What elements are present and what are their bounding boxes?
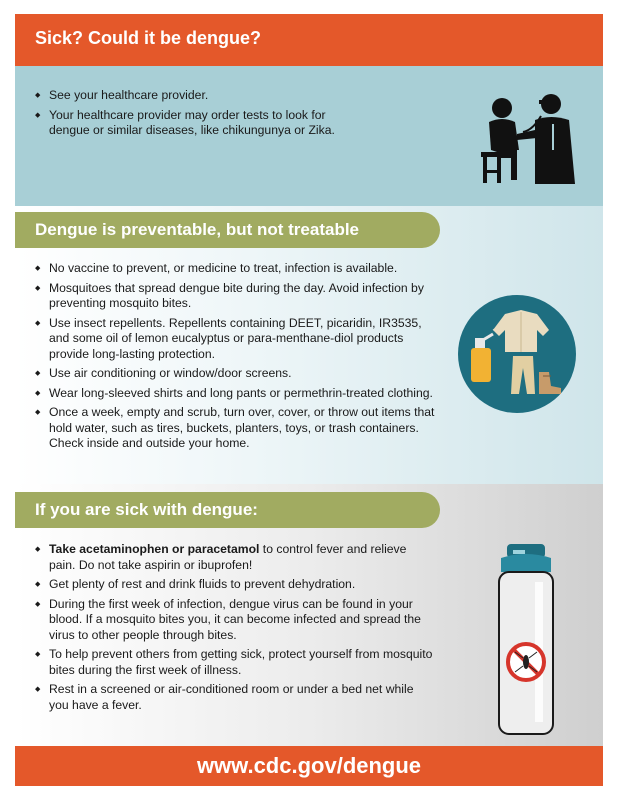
- list-item: ◆ Get plenty of rest and drink fluids to prevent dehydration.: [35, 577, 435, 593]
- treatment-bullet-list: [35, 542, 435, 717]
- treatment-heading: If you are sick with dengue:: [35, 500, 258, 519]
- repellent-clothing-icon: [457, 294, 577, 414]
- preventable-section: [15, 206, 603, 484]
- preventable-header: [15, 212, 440, 248]
- doctor-patient-icon: [477, 90, 583, 186]
- footer: [15, 746, 603, 786]
- sick-section-header: [15, 14, 603, 66]
- list-item: ◆ Once a week, empty and scrub, turn over, cover, or throw out items that hold water, such as tires, buckets, planters, toys, or trash containers. Check inside and outside your home.: [35, 405, 435, 452]
- list-item: ◆ Mosquitoes that spread dengue bite during the day. Avoid infection by preventing mosquito bites.: [35, 281, 435, 312]
- preventable-bullet-list: [35, 261, 435, 456]
- list-item: ◆ See your healthcare provider.: [35, 88, 365, 104]
- list-item: ◆ Your healthcare provider may order tests to look for dengue or similar diseases, like chikungunya or Zika.: [35, 108, 365, 139]
- sick-heading: Sick? Could it be dengue?: [35, 28, 262, 48]
- list-item: ◆ Use insect repellents. Repellents containing DEET, picaridin, IR3535, and some oil of lemon eucalyptus or para-menthane-diol products provide long-lasting protection.: [35, 316, 435, 363]
- list-item: ◆ No vaccine to prevent, or medicine to treat, infection is available.: [35, 261, 435, 277]
- footer-url-link[interactable]: www.cdc.gov/dengue: [196, 753, 422, 778]
- list-item: ◆ To help prevent others from getting sick, protect yourself from mosquito bites during the first week of illness.: [35, 647, 435, 678]
- list-item: [35, 542, 435, 573]
- sick-section-body: [15, 66, 603, 206]
- emphasis-text: Take acetaminophen or paracetamol: [49, 542, 260, 556]
- list-item: ◆ Use air conditioning or window/door screens.: [35, 366, 435, 382]
- list-item: ◆ Wear long-sleeved shirts and long pants or permethrin-treated clothing.: [35, 386, 435, 402]
- sick-bullet-list: [35, 88, 365, 143]
- list-item-rest: to control fever and relieve pain. Do not take aspirin or ibuprofen!: [49, 542, 407, 572]
- treatment-section: [15, 484, 603, 746]
- flyer: [15, 14, 603, 786]
- treatment-header: [15, 492, 440, 528]
- list-item: ◆ Rest in a screened or air-conditioned room or under a bed net while you have a fever.: [35, 682, 435, 713]
- spray-can-icon: [493, 542, 559, 738]
- preventable-heading: Dengue is preventable, but not treatable: [35, 220, 360, 239]
- list-item: ◆ During the first week of infection, dengue virus can be found in your blood. If a mosquito bites you, it can become infected and spread the virus to other people through bites.: [35, 597, 435, 644]
